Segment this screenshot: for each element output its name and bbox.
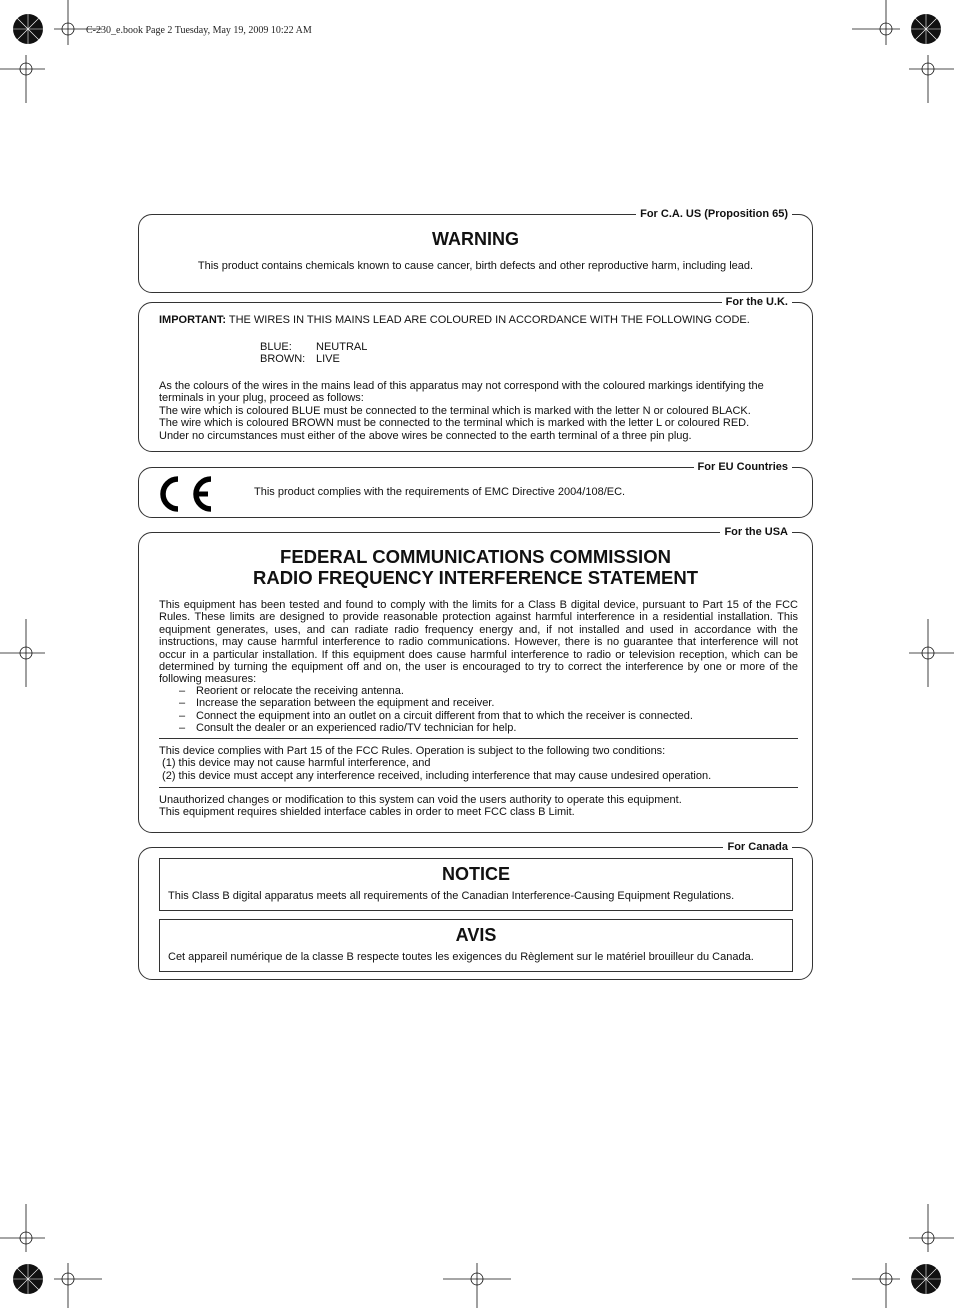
warning-title: WARNING xyxy=(432,229,519,249)
uk-label: For the U.K. xyxy=(722,294,792,310)
compliance-line: This device complies with Part 15 of the FCC Rules. Operation is subject to the following two conditions: xyxy=(159,745,666,757)
eu-box xyxy=(138,461,813,518)
wire-meaning: NEUTRAL xyxy=(316,341,368,353)
fcc-intro: This equipment has been tested and found to comply with the limits for a Class B digital device, pursuant to Part 15 of the FCC Rules. These limits are designed to provide reasonable protection against harmful interference in a residential installation. This equipment generates, uses, and can radiate radio frequency energy and, if not installed and used in accordance with the instructions, may cause harmful interference to radio communications. However, there is no guarantee that interference will not occur in a particular installation. If this equipment does cause harmful interference to radio or television reception, which can be determined by turning the equipment off and on, the user is encouraged to try to correct the interference by one or more of the following measures: xyxy=(159,599,798,686)
measure-item: – Consult the dealer or an experienced radio/TV technician for help. xyxy=(179,722,517,735)
canada-label: For Canada xyxy=(723,839,792,855)
avis-panel xyxy=(159,919,793,972)
divider xyxy=(159,738,798,739)
compliance-line: (2) this device must accept any interference received, including interference that may cause undesired operation. xyxy=(159,769,712,782)
wire-row xyxy=(260,341,367,353)
notice-title: NOTICE xyxy=(441,864,510,884)
wire-color: BROWN: xyxy=(260,353,306,366)
wire-color: BLUE: xyxy=(260,341,292,353)
uk-box xyxy=(138,296,813,452)
measure-item: – Connect the equipment into an outlet on a circuit different from that to which the receiver is connected. xyxy=(179,709,693,722)
usa-box xyxy=(138,526,813,833)
ce-mark-icon xyxy=(153,475,215,513)
measure-item: – Increase the separation between the equipment and receiver. xyxy=(179,697,495,710)
avis-title: AVIS xyxy=(455,925,497,945)
changes-line: This equipment requires shielded interface cables in order to meet FCC class B Limit. xyxy=(159,806,575,819)
uk-instructions xyxy=(159,380,790,442)
changes-line: Unauthorized changes or modification to this system can void the users authority to operate this equipment. xyxy=(159,794,682,806)
important-text: THE WIRES IN THIS MAINS LEAD ARE COLOURED IN ACCORDANCE WITH THE FOLLOWING CODE. xyxy=(226,314,750,326)
usa-label: For the USA xyxy=(720,524,792,540)
uk-line: The wire which is coloured BROWN must be connected to the terminal which is marked with the letter L or coloured RED. xyxy=(159,417,750,430)
uk-line: As the colours of the wires in the mains lead of this apparatus may not correspond with the coloured markings identifying the terminals in your plug, proceed as follows: xyxy=(159,380,764,405)
eu-text: This product complies with the requirements of EMC Directive 2004/108/EC. xyxy=(254,486,626,498)
page-header: C-230_e.book Page 2 Tuesday, May 19, 2009 10:22 AM xyxy=(86,25,312,36)
important-label: IMPORTANT: xyxy=(159,314,227,326)
canada-box xyxy=(138,841,813,980)
fcc-changes xyxy=(159,794,682,819)
compliance-line: (1) this device may not cause harmful interference, and xyxy=(159,757,431,770)
wire-row xyxy=(260,353,367,365)
wire-code-table xyxy=(260,341,367,366)
prop65-text: This product contains chemicals known to cause cancer, birth defects and other reproductive harm, including lead. xyxy=(197,260,754,272)
uk-line: Under no circumstances must either of the above wires be connected to the earth terminal of a three pin plug. xyxy=(159,429,692,442)
prop65-box xyxy=(138,208,813,293)
divider xyxy=(159,787,798,788)
wire-meaning: LIVE xyxy=(316,353,340,366)
fcc-title-line1: FEDERAL COMMUNICATIONS COMMISSION xyxy=(280,546,671,567)
uk-line: The wire which is coloured BLUE must be connected to the terminal which is marked with the letter N or coloured BLACK. xyxy=(159,404,751,417)
notice-panel xyxy=(159,858,793,911)
measure-item: – Reorient or relocate the receiving antenna. xyxy=(179,685,404,697)
fcc-compliance xyxy=(159,745,711,782)
notice-text: This Class B digital apparatus meets all requirements of the Canadian Interference-Causing Equipment Regulations. xyxy=(168,890,735,902)
avis-text: Cet appareil numérique de la classe B respecte toutes les exigences du Règlement sur le matériel brouilleur du Canada. xyxy=(168,951,754,963)
prop65-label: For C.A. US (Proposition 65) xyxy=(636,206,792,222)
uk-important xyxy=(159,314,750,326)
eu-label: For EU Countries xyxy=(694,459,792,475)
fcc-measures xyxy=(179,685,693,735)
fcc-title-line2: RADIO FREQUENCY INTERFERENCE STATEMENT xyxy=(252,567,699,588)
